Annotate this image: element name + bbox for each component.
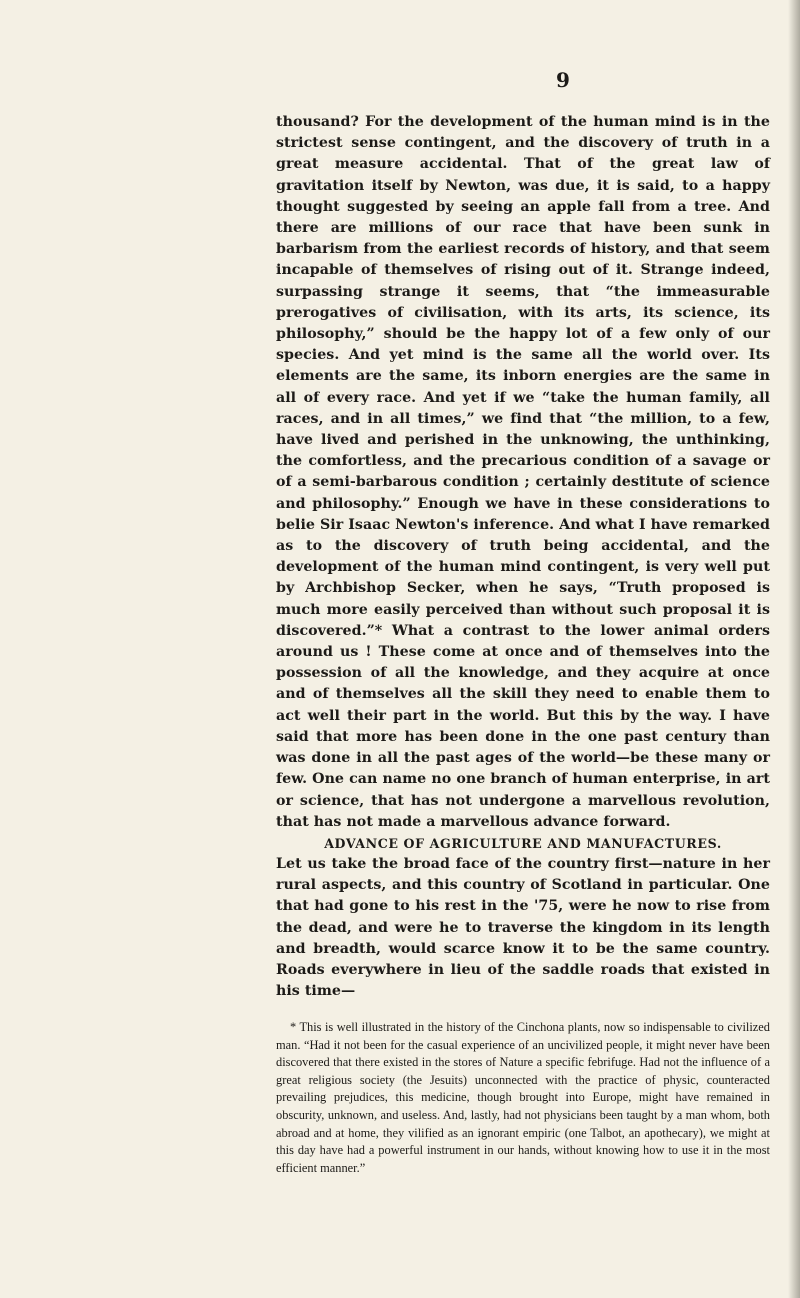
section-heading: ADVANCE OF AGRICULTURE AND MANUFACTURES. — [324, 835, 722, 851]
body-text — [276, 112, 770, 1002]
footnote-text: * This is well illustrated in the history of the Cinchona plants, now so indispensable to civilized man. “Had it not been for the casual experience of an uncivilized people, it might never have been discovered that there existed in the stores of Nature a specific febrifuge. Had not the influence of a great religious society (the Jesuits) unconnected with the practice of physic, counteracted prevailing prejudices, this medicine, though brought into Europe, might have remained in obscurity, unknown, and useless. And, lastly, had not physicians been taught by a man whom, both abroad and at home, they vilified as an ignorant empiric (one Talbot, an apothecary), we might at this day have had a powerful instrument in our hands, without knowing how to use it in the most efficient manner.” — [276, 1020, 770, 1175]
page-edge-shadow — [788, 0, 800, 1298]
footnote — [276, 1019, 770, 1177]
paragraph: thousand? For the development of the human mind is in the strictest sense contingent, and the discovery of truth in a great measure accidental. That of the great law of gravitation itself by Newton, was due, it is said, to a happy thought suggested by seeing an apple fall from a tree. And there are millions of our race that have been sunk in barbarism from the earliest records of history, and that seem incapable of themselves of rising out of it. Strange indeed, surpassing strange it seems, that “the immeasurable prerogatives of civilisation, with its arts, its science, its philosophy,” should be the happy lot of a few only of our species. And yet mind is the same all the world over. Its elements are the same, its inborn energies are the same in all of every race. And yet if we “take the human family, all races, and in all times,” we find that “the million, to a few, have lived and perished in the unknowing, the unthinking, the comfortless, and the precarious condition of a savage or of a semi-barbarous condition ; certainly destitute of science and philosophy.” Enough we have in these considerations to belie Sir Isaac Newton's inference. And what I have remarked as to the discovery of truth being accidental, and the development of the human mind contingent, is very well put by Archbishop Secker, when he says, “Truth proposed is much more easily perceived than without such proposal it is discovered.”* What a contrast to the lower animal orders around us ! These come at once and of themselves into the possession of all the knowledge, and they acquire at once and of themselves all the skill they need to enable them to act well their part in the world. But this by the way. I have said that more has been done in the one past century than was done in all the past ages of the world—be these many or few. One can name no one branch of human enterprise, in art or science, that has not undergone a marvellous revolution, that has not made a marvellous advance forward. — [276, 114, 770, 830]
paragraph: Let us take the broad face of the country first—nature in her rural aspects, and this country of Scotland in particular. One that had gone to his rest in the '75, were he now to rise from the dead, and were he to traverse the kingdom in its length and breadth, would scarce know it to be the same country. Roads everywhere in lieu of the saddle roads that existed in his time— — [276, 855, 770, 1000]
page-number: 9 — [556, 68, 570, 92]
